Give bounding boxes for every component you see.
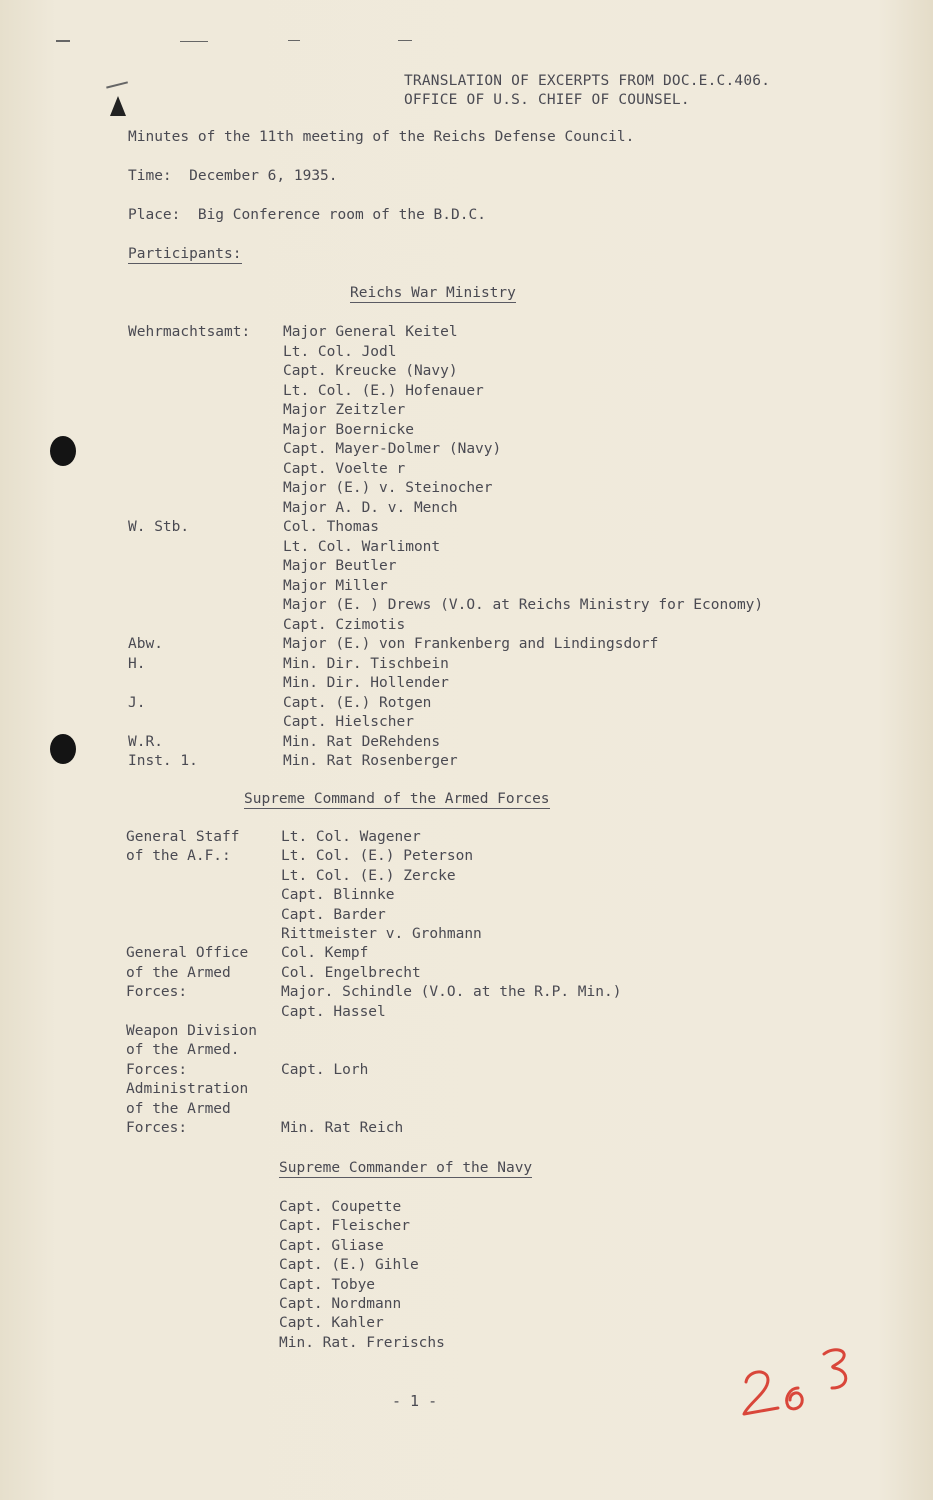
participant-name: Major Miller	[283, 577, 388, 594]
participant-name: Capt. Lorh	[281, 1061, 369, 1078]
row-label: Abw.	[128, 636, 163, 652]
row-label: of the Armed	[126, 1100, 231, 1117]
meeting-place: Place: Big Conference room of the B.D.C.	[128, 207, 486, 223]
section-title-supreme-command: Supreme Command of the Armed Forces	[244, 791, 550, 807]
participant-name: Major (E.) v. Steinocher	[283, 480, 493, 496]
ink-mark	[110, 96, 126, 116]
scan-mark	[398, 40, 412, 41]
participant-name: Major Boernicke	[283, 421, 414, 438]
punch-hole	[50, 734, 76, 764]
page-number: - 1 -	[392, 1392, 438, 1410]
participant-name: Capt. Kahler	[279, 1315, 384, 1332]
participant-name: Major Beutler	[283, 558, 397, 574]
participant-name: Lt. Col. Wagener	[281, 829, 421, 845]
row-label: Inst. 1.	[128, 753, 198, 769]
participant-name: Capt. Hassel	[281, 1003, 386, 1020]
participant-name: Col. Kempf	[281, 945, 369, 962]
section-title-war-ministry: Reichs War Ministry	[350, 285, 516, 301]
minutes-title: Minutes of the 11th meeting of the Reichs Defense Council.	[128, 129, 635, 145]
row-label: H.	[128, 655, 146, 672]
participant-name: Capt. Kreucke (Navy)	[283, 363, 458, 379]
participant-name: Capt. Coupette	[279, 1199, 402, 1215]
participant-name: Major (E. ) Drews (V.O. at Reichs Ministry for Economy)	[283, 597, 764, 613]
participant-name: Lt. Col. Jodl	[283, 343, 397, 360]
participants-heading: Participants:	[128, 246, 242, 262]
participant-name: Capt. Czimotis	[283, 616, 406, 633]
scan-mark	[288, 40, 300, 41]
section-title-navy: Supreme Commander of the Navy	[279, 1160, 533, 1176]
row-label: Forces:	[126, 984, 188, 1001]
header-line-2: OFFICE OF U.S. CHIEF OF COUNSEL.	[404, 92, 690, 108]
row-label: J.	[128, 694, 146, 711]
header-line-1: TRANSLATION OF EXCERPTS FROM DOC.E.C.406.	[404, 73, 771, 89]
document-header	[404, 72, 770, 110]
row-label: General Staff	[126, 829, 240, 845]
row-label: of the Armed.	[126, 1042, 240, 1059]
participant-name: Capt. Gliase	[279, 1237, 384, 1254]
participant-name: Major General Keitel	[283, 324, 458, 340]
participant-name: Capt. (E.) Gihle	[279, 1257, 419, 1274]
punch-hole	[50, 436, 76, 466]
row-label: Weapon Division	[126, 1023, 257, 1039]
participant-name: Lt. Col. (E.) Zercke	[281, 867, 456, 884]
scan-mark	[56, 40, 70, 42]
participant-name: Min. Dir. Tischbein	[283, 655, 449, 672]
participant-name: Col. Engelbrecht	[281, 964, 421, 981]
stamp-stroke	[744, 1350, 846, 1414]
row-label: Administration	[126, 1081, 249, 1098]
row-label: W. Stb.	[128, 519, 190, 535]
pencil-mark	[106, 81, 128, 88]
participant-name: Capt. Mayer-Dolmer (Navy)	[283, 441, 502, 457]
participant-name: Capt. Barder	[281, 906, 386, 923]
participant-name: Capt. Blinnke	[281, 887, 395, 904]
row-label: W.R.	[128, 733, 163, 750]
participant-name: Min. Rat Reich	[281, 1120, 404, 1136]
participant-name: Capt. Fleischer	[279, 1218, 410, 1235]
row-label: of the A.F.:	[126, 848, 231, 865]
row-label: Forces:	[126, 1120, 188, 1136]
participant-name: Capt. Hielscher	[283, 714, 414, 730]
participant-name: Major Zeitzler	[283, 402, 406, 418]
participant-name: Lt. Col. Warlimont	[283, 538, 441, 555]
participant-name: Rittmeister v. Grohmann	[281, 926, 482, 942]
row-label: of the Armed	[126, 964, 231, 981]
row-label: Wehrmachtsamt:	[128, 324, 251, 340]
scan-mark	[180, 41, 208, 42]
handwritten-page-stamp	[738, 1342, 858, 1426]
participant-name: Col. Thomas	[283, 519, 380, 535]
participant-name: Major (E.) von Frankenberg and Lindingsdorf	[283, 636, 659, 652]
participant-name: Capt. Nordmann	[279, 1296, 402, 1312]
participant-name: Min. Rat. Frerischs	[279, 1334, 445, 1351]
row-label: Forces:	[126, 1061, 188, 1078]
participant-name: Min. Dir. Hollender	[283, 675, 449, 691]
participant-name: Major A. D. v. Mench	[283, 499, 458, 516]
participant-name: Lt. Col. (E.) Peterson	[281, 848, 474, 865]
participant-name: Capt. (E.) Rotgen	[283, 694, 432, 711]
meeting-time: Time: December 6, 1935.	[128, 168, 338, 184]
participant-name: Min. Rat DeRehdens	[283, 733, 441, 750]
participant-name: Min. Rat Rosenberger	[283, 753, 458, 769]
stamp-drawing	[738, 1342, 858, 1422]
participant-name: Major. Schindle (V.O. at the R.P. Min.)	[281, 984, 622, 1001]
row-label: General Office	[126, 945, 249, 962]
participant-name: Lt. Col. (E.) Hofenauer	[283, 382, 484, 399]
participant-name: Capt. Tobye	[279, 1276, 376, 1293]
participant-name: Capt. Voelte r	[283, 460, 406, 477]
